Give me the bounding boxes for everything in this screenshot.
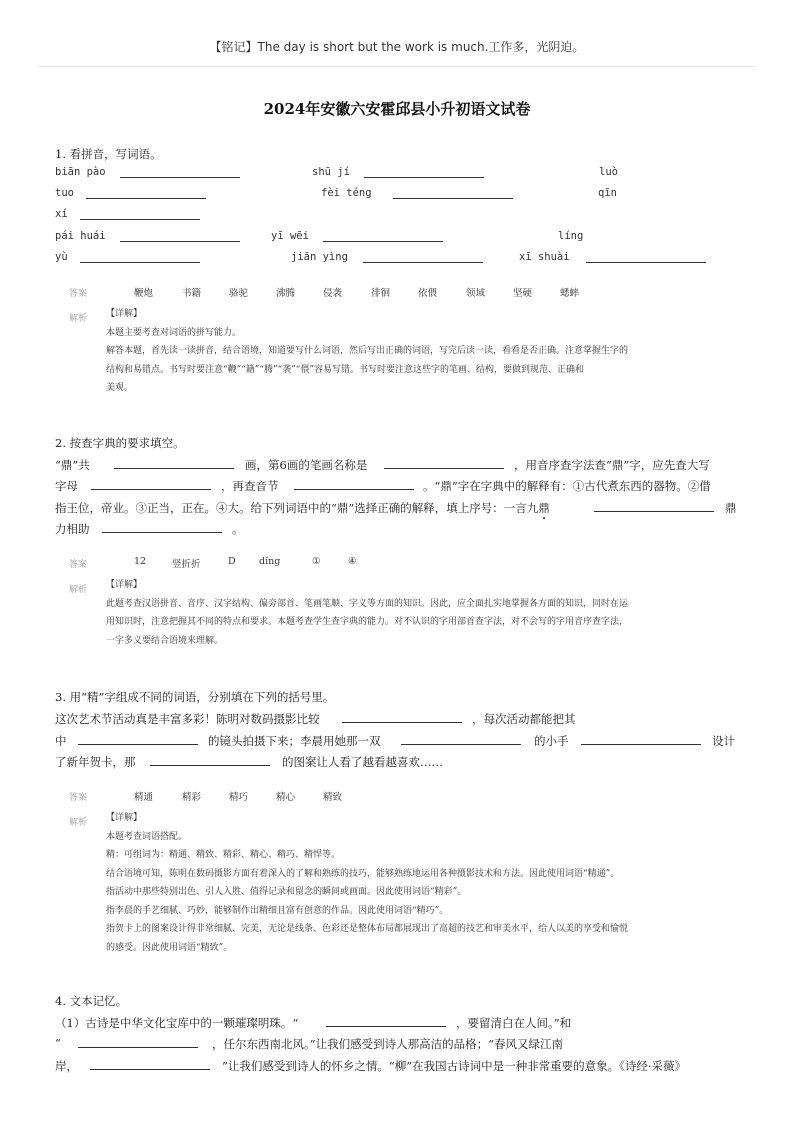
q2-emphasis-char: 鼎 bbox=[538, 501, 550, 515]
q3-answer: 精致 bbox=[323, 792, 343, 803]
q4-text: ，任尔东西南北风。”让我们感受到诗人那高洁的品格；“春风又绿江南 bbox=[212, 1037, 564, 1051]
q2-text: 。 bbox=[232, 522, 244, 536]
q1-pinyin: xī shuài bbox=[519, 251, 570, 263]
q1-answer: 鞭炮 bbox=[134, 288, 154, 299]
q2-blank-6[interactable] bbox=[102, 521, 222, 533]
q1-pinyin: shū jí bbox=[312, 166, 350, 178]
q3-stem: 3. 用“精”字组成不同的词语，分别填在下列的括号里。 bbox=[55, 690, 335, 704]
detail-line: 指活动中那些特别出色、引人入胜、值得记录和留念的瞬间或画面。因此使用词语“精彩”。 bbox=[106, 887, 467, 897]
q3-blank-1[interactable] bbox=[342, 711, 462, 723]
q1-pinyin: yī wēi bbox=[271, 230, 309, 242]
q1-pinyin: yù bbox=[55, 251, 68, 263]
q1-pinyin: jiān yìng bbox=[291, 251, 348, 263]
q3-text: 设计 bbox=[712, 734, 735, 748]
q1-blank-1[interactable] bbox=[120, 166, 240, 178]
q3-text: 的图案让人看了越看越喜欢…… bbox=[282, 755, 443, 769]
q2-blank-5[interactable] bbox=[594, 500, 714, 512]
detail-heading: 【详解】 bbox=[106, 580, 143, 590]
q3-text: 的镜头拍摄下来；李晨用她那一双 bbox=[208, 734, 381, 748]
q1-blank-5[interactable] bbox=[80, 208, 200, 220]
detail-line: 此题考查汉语拼音、音序、汉字结构、偏旁部首、笔画笔顺、字义等方面的知识。因此，应全面扎实地掌握各方面的知识，同时在运 bbox=[106, 598, 629, 609]
analysis-label: 解析 bbox=[69, 585, 88, 595]
q1-pinyin: luò bbox=[599, 166, 618, 178]
q1-blank-6[interactable] bbox=[120, 230, 240, 242]
q1-answer: 蟋蟀 bbox=[560, 288, 580, 299]
q1-pinyin: tuo bbox=[55, 187, 74, 199]
q2-text-part: 指王位，帝业。③正当，正在。④大。给下列词语中的“鼎”选择正确的解释，填上序号：一言九 bbox=[55, 501, 539, 515]
detail-line: 解答本题，首先读一读拼音，结合语境，知道要写什么词语，然后写出正确的词语，写完后读一读，看看是否正确。注意掌握生字的 bbox=[106, 346, 629, 356]
q4-blank-1[interactable] bbox=[326, 1015, 446, 1027]
detail-line: 的感受。因此使用词语“精致”。 bbox=[106, 942, 233, 953]
detail-line: 指李晨的手艺细腻、巧妙，能够制作出精细且富有创意的作品。因此使用词语“精巧”。 bbox=[106, 905, 449, 916]
analysis-label: 解析 bbox=[69, 314, 88, 324]
q1-answer: 书籍 bbox=[182, 288, 202, 299]
detail-heading: 【详解】 bbox=[106, 309, 143, 319]
q4-text: ，要留清白在人间。”和 bbox=[456, 1016, 572, 1030]
q2-text: “鼎”共 bbox=[55, 458, 90, 472]
detail-line: 结构和易错点。书写时要注意“鞭”“籍”“腾”“袭”“偎”容易写错。书写时要注意这些字的笔画、结构，要做到规范、正确和 bbox=[106, 364, 585, 375]
q4-blank-3[interactable] bbox=[90, 1058, 210, 1070]
header-divider bbox=[38, 66, 756, 67]
q1-blank-4[interactable] bbox=[393, 187, 513, 199]
q1-pinyin: biān pào bbox=[55, 166, 106, 178]
detail-line: 本题主要考查对词语的拼写能力。 bbox=[106, 327, 242, 338]
q2-text: ，用音序查字法查“鼎”字，应先查大写 bbox=[514, 458, 710, 472]
q2-text: 。“鼎”字在字典中的解释有：①古代煮东西的器物。②借 bbox=[423, 479, 711, 493]
q3-text: 了新年贺卡，那 bbox=[55, 755, 136, 769]
q2-text: ，再查音节 bbox=[221, 479, 279, 493]
q1-pinyin: xí bbox=[55, 208, 68, 220]
q3-detail bbox=[106, 809, 628, 957]
detail-line: 一字多义要结合语境来理解。 bbox=[106, 635, 224, 646]
q1-answer: 依偎 bbox=[418, 288, 438, 299]
q4-text: “ bbox=[55, 1036, 61, 1050]
q2-text bbox=[55, 500, 550, 516]
q2-text: 画，第6画的笔画名称是 bbox=[245, 458, 368, 472]
q1-pinyin: pái huái bbox=[55, 230, 106, 242]
q2-text: 字母 bbox=[55, 479, 78, 493]
answer-label: 答案 bbox=[69, 793, 88, 803]
q4-text: ”让我们感受到诗人的怀乡之情。“柳”在我国古诗词中是一种非常重要的意象。《诗经·采薇》 bbox=[222, 1059, 687, 1073]
motto: 【铭记】The day is short but the work is much.工作多，光阴迫。 bbox=[209, 40, 585, 54]
detail-line: 美观。 bbox=[106, 383, 134, 393]
q1-blank-10[interactable] bbox=[586, 251, 706, 263]
q3-blank-3[interactable] bbox=[401, 733, 521, 745]
q3-text: 这次艺术节活动真是丰富多彩！陈明对数码摄影比较 bbox=[55, 712, 320, 726]
q2-blank-1[interactable] bbox=[114, 457, 234, 469]
q3-answer: 精心 bbox=[276, 792, 296, 803]
q4-text: 岸， bbox=[55, 1059, 78, 1073]
q1-blank-9[interactable] bbox=[363, 251, 483, 263]
q2-answer: 竖折折 bbox=[172, 559, 201, 570]
q1-stem: 1. 看拼音，写词语。 bbox=[55, 147, 162, 161]
q2-text: 力相助 bbox=[55, 522, 90, 536]
q1-answer: 坚硬 bbox=[513, 288, 533, 299]
q1-blank-2[interactable] bbox=[364, 166, 484, 178]
q1-pinyin: qīn bbox=[598, 187, 617, 199]
q3-blank-4[interactable] bbox=[581, 733, 701, 745]
q3-answer: 精通 bbox=[134, 792, 154, 803]
q2-blank-3[interactable] bbox=[91, 478, 211, 490]
q2-stem: 2. 按查字典的要求填空。 bbox=[55, 436, 185, 450]
detail-line: 结合语境可知，陈明在数码摄影方面有着深入的了解和熟练的技巧，能够熟练地运用各种摄影技术和方法。因此使用词语“精通”。 bbox=[106, 868, 620, 879]
q3-text: ，每次活动都能把其 bbox=[472, 712, 576, 726]
q2-detail bbox=[106, 576, 628, 650]
analysis-label: 解析 bbox=[69, 818, 88, 828]
q2-blank-4[interactable] bbox=[294, 478, 414, 490]
detail-line: 精：可组词为：精通、精致、精彩、精心、精巧、精悍等。 bbox=[106, 850, 341, 860]
q2-emphasis-char: 鼎 bbox=[725, 500, 794, 516]
q1-answer: 领域 bbox=[466, 288, 486, 299]
q2-answer: dǐng bbox=[259, 556, 281, 567]
q1-blank-3[interactable] bbox=[86, 187, 206, 199]
q4-blank-2[interactable] bbox=[78, 1036, 198, 1048]
q3-answer: 精彩 bbox=[182, 792, 202, 803]
answer-label: 答案 bbox=[69, 560, 88, 570]
q4-text: （1）古诗是中华文化宝库中的一颗璀璨明珠。“ bbox=[55, 1016, 299, 1030]
q1-blank-7[interactable] bbox=[323, 230, 443, 242]
q1-answer: 侵袭 bbox=[323, 288, 343, 299]
q1-answer: 徘徊 bbox=[371, 288, 391, 299]
q3-text: 中 bbox=[55, 734, 67, 748]
answer-label: 答案 bbox=[69, 289, 88, 299]
q1-answer: 骆驼 bbox=[229, 288, 249, 299]
q1-blank-8[interactable] bbox=[80, 251, 200, 263]
q3-answer: 精巧 bbox=[229, 792, 249, 803]
q3-blank-2[interactable] bbox=[78, 733, 198, 745]
q1-pinyin: líng bbox=[558, 230, 584, 242]
q2-answer: D bbox=[228, 556, 236, 567]
detail-line: 用知识时，注意把握其不同的特点和要求。本题考查学生查字典的能力。对不认识的字用部首查字法，对不会写的字用音序查字法， bbox=[106, 617, 629, 627]
q1-detail bbox=[106, 305, 628, 398]
detail-line: 指贺卡上的图案设计得非常细腻、完美，无论是线条、色彩还是整体布局都展现出了高超的技艺和审美水平，给人以美的享受和愉悦 bbox=[106, 924, 629, 934]
q2-blank-2[interactable] bbox=[384, 457, 504, 469]
detail-line: 本题考查词语搭配。 bbox=[106, 831, 188, 842]
q2-answer: 12 bbox=[134, 556, 147, 567]
q1-answer: 沸腾 bbox=[276, 288, 296, 299]
detail-heading: 【详解】 bbox=[106, 813, 143, 823]
q1-pinyin: fèi téng bbox=[321, 187, 372, 199]
page-title: 2024年安徽六安霍邱县小升初语文试卷 bbox=[263, 100, 531, 118]
q3-blank-5[interactable] bbox=[150, 754, 270, 766]
q2-answer: ④ bbox=[348, 556, 357, 567]
q3-text: 的小手 bbox=[534, 734, 569, 748]
q4-stem: 4. 文本记忆。 bbox=[55, 994, 128, 1008]
q2-answer: ① bbox=[312, 556, 321, 567]
